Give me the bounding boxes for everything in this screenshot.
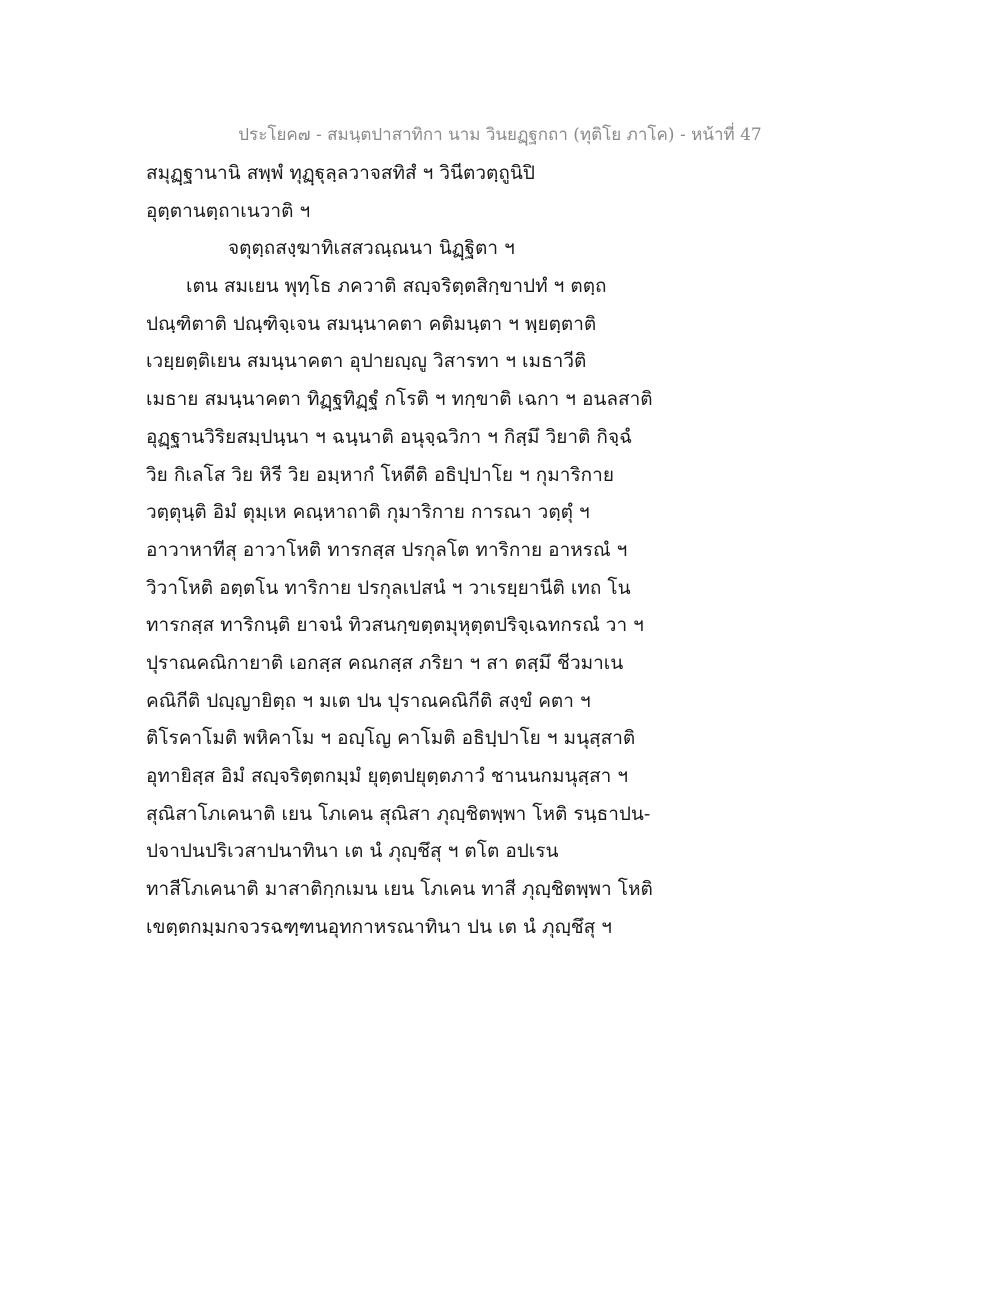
text-line: ทาสีโภเคนาติ มาสาติกฺกเมน เยน โภเคน ทาสี ภุญฺชิตพฺพา โหติ [146, 878, 653, 901]
text-line: วิย กิเลโส วิย หิรี วิย อมฺหากํ โหตีติ อธิปฺปาโย ฯ กุมาริกาย [146, 463, 614, 486]
text-line: ปณฺฑิตาติ ปณฺฑิจฺเจน สมนฺนาคตา คติมนฺตา ฯ พฺยตฺตาติ [146, 312, 597, 335]
text-line: เมธาย สมนฺนาคตา ทิฏฺฐทิฏฺฐํ กโรติ ฯ ทกฺขาติ เฉกา ฯ อนลสาติ [146, 388, 653, 411]
text-line: อุตฺตานตฺถาเนวาติ ฯ [146, 199, 311, 222]
text-line: ติโรคาโมติ พหิคาโม ฯ อญฺโญ คาโมติ อธิปฺปาโย ฯ มนุสฺสาติ [146, 727, 636, 750]
text-line: อาวาหาทีสุ อาวาโหติ ทารกสฺส ปรกุลโต ทาริกาย อาหรณํ ฯ [146, 538, 628, 561]
text-line: สมุฏฺฐานานิ สพฺพํ ทุฏฺฐุลฺลวาจสทิสํ ฯ วินีตวตฺถูนิปิ [146, 162, 535, 184]
text-line: อุทายิสฺส อิมํ สญฺจริตฺตกมฺมํ ยุตฺตปยุตฺตภาวํ ชานนกมนุสฺสา ฯ [146, 765, 629, 787]
text-line: อุฏฺฐานวิริยสมฺปนฺนา ฯ ฉนฺนาติ อนุจฺฉวิกา ฯ กิสฺมึ วิยาติ กิจฺฉํ [146, 425, 633, 448]
text-line: เขตฺตกมฺมกจวรฉฑฺฑนอุทกาหรณาทินา ปน เต นํ ภุญฺชึสุ ฯ [146, 915, 612, 938]
body-text [146, 155, 866, 946]
text-line: เวยฺยตฺติเยน สมนฺนาคตา อุปายญฺญู วิสารทา ฯ เมธาวีติ [146, 350, 587, 373]
text-line: สุณิสาโภเคนาติ เยน โภเคน สุณิสา ภุญฺชิตพฺพา โหติ รนฺธาปน- [146, 802, 651, 825]
text-line: วิวาโหติ อตฺตโน ทาริกาย ปรกุลเปสนํ ฯ วาเรยฺยานีติ เทถ โน [146, 576, 631, 599]
text-line: ปจาปนปริเวสาปนาทินา เต นํ ภุญฺชึสุ ฯ ตโต อปเรน [146, 840, 559, 863]
section-title: จตุตฺถสงฺฆาทิเสสวณฺณนา นิฏฺฐิตา ฯ [228, 237, 515, 260]
text-line: ปุราณคณิกายาติ เอกสฺส คณกสฺส ภริยา ฯ สา ตสฺมึ ชีวมาเน [146, 651, 624, 674]
page-header: ประโยค๗ - สมนฺตปาสาทิกา นาม วินยฏฺฐกถา (ทุติโย ภาโค) - หน้าที่ 47 [238, 125, 762, 145]
text-line: คณิกีติ ปญฺญายิตฺถ ฯ มเต ปน ปุราณคณิกีติ สงฺขํ คตา ฯ [146, 689, 591, 712]
text-line: ทารกสฺส ทาริกนฺติ ยาจนํ ทิวสนกฺขตฺตมุหุตฺตปริจฺเฉทกรณํ วา ฯ [146, 614, 644, 637]
text-line: วตฺตุนฺติ อิมํ ตุมฺเห คณฺหาถาติ กุมาริกาย การณา วตฺตุํ ฯ [146, 501, 590, 524]
text-line: เตน สมเยน พุทฺโธ ภควาติ สญฺจริตฺตสิกฺขาปทํ ฯ ตตฺถ [186, 275, 607, 298]
